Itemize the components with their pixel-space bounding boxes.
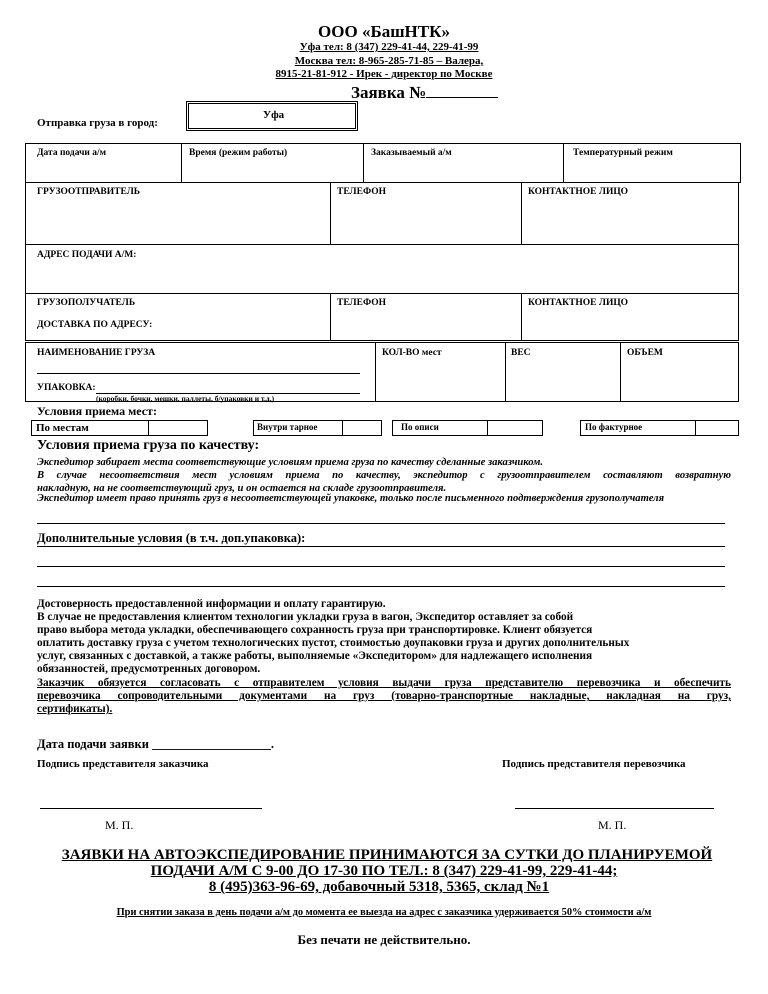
- additional-label: Дополнительные условия (в т.ч. доп.упаковка):: [37, 531, 306, 545]
- request-date-blank[interactable]: ___________________.: [152, 737, 274, 751]
- quality-line-3: накладную, на не соответствующий груз, и он остается на складе грузоотправителя.: [37, 483, 447, 494]
- stamp-notice: Без печати не действительно.: [297, 932, 471, 947]
- guarantee-u2: перевозчика сопроводительными документами на груз (товарно-транспортные накладные, накладная на груз,: [37, 690, 731, 702]
- form-title-text: Заявка №: [351, 83, 427, 102]
- packing-hint: (коробки, бочки, мешки, паллеты, б/упаковки и т.д.): [96, 394, 275, 403]
- guarantee-u3: сертификаты).: [37, 703, 113, 715]
- by-places-box[interactable]: [31, 420, 149, 436]
- inside-tare-check[interactable]: [342, 420, 382, 436]
- carrier-stamp: М. П.: [598, 818, 627, 832]
- cargo-name-line[interactable]: [37, 373, 360, 374]
- form-title: [351, 82, 498, 103]
- weight-cell[interactable]: ВЕС: [511, 348, 531, 358]
- guarantee-l6: обязанностей, предусмотренных договором.: [37, 663, 261, 675]
- carrier-sign-line[interactable]: [515, 808, 714, 809]
- ufa-phone: Уфа тел: 8 (347) 229-41-44, 229-41-99: [299, 41, 479, 53]
- guarantee-l4: оплатить доставку груза с учетом технологических пустот, стоимостью доупаковки груза и других дополнительных: [37, 637, 630, 649]
- carrier-sign-label: Подпись представителя перевозчика: [502, 758, 686, 770]
- guarantee-l5: услуг, связанных с доставкой, а также работы, выполняемые «Экспедитором» для надлежащего исполнения: [37, 650, 593, 662]
- cancel-notice: При снятии заказа в день подачи а/м до момента ее выезда на адрес с заказчика удерживается 50% стоимости а/м: [116, 907, 652, 918]
- by-invoice-label: По фактурное: [585, 422, 643, 432]
- quality-line-2: В случае несоответствия мест условиям приема по качеству, экспедитор с грузоотправителем составляют возвратную: [37, 470, 731, 481]
- send-city-field[interactable]: [186, 101, 358, 131]
- quality-heading: Условия приема груза по качеству:: [37, 438, 260, 453]
- packing-cell[interactable]: УПАКОВКА:: [37, 383, 96, 393]
- additional-line-1[interactable]: [37, 546, 725, 547]
- moscow-phone-1: Москва тел: 8-965-285-71-85 – Валера,: [294, 55, 484, 67]
- request-date-label: Дата подачи заявки: [37, 737, 149, 751]
- by-places-label: По местам: [36, 422, 89, 434]
- quality-line-1: Экспедитор забирает места соответствующие условиям приема груза по качеству сделанные заказчиком.: [37, 457, 544, 468]
- guarantee-l3: право выбора метода укладки, обеспечивающего сохранность груза при транспортировке. Клиент обязуется: [37, 624, 593, 636]
- date-cell[interactable]: Дата подачи а/м: [37, 148, 107, 158]
- customer-sign-label: Подпись представителя заказчика: [37, 758, 209, 770]
- by-places-check[interactable]: [148, 420, 208, 436]
- by-invoice-check[interactable]: [695, 420, 739, 436]
- inside-tare-label: Внутри тарное: [257, 422, 318, 432]
- by-invoice-box[interactable]: [580, 420, 696, 436]
- qty-cell[interactable]: КОЛ-ВО мест: [382, 348, 442, 358]
- temp-cell[interactable]: Температурный режим: [573, 148, 673, 158]
- footer-line-1: ЗАЯВКИ НА АВТОЭКСПЕДИРОВАНИЕ ПРИНИМАЮТСЯ ЗА СУТКИ ДО ПЛАНИРУЕМОЙ: [61, 847, 713, 863]
- send-city-value: Уфа: [263, 109, 285, 121]
- by-inventory-box[interactable]: [392, 420, 488, 436]
- receiver-contact-cell[interactable]: КОНТАКТНОЕ ЛИЦО: [528, 298, 628, 308]
- by-inventory-check[interactable]: [487, 420, 543, 436]
- shipper-phone-cell[interactable]: ТЕЛЕФОН: [337, 187, 387, 197]
- by-inventory-label: По описи: [401, 422, 439, 432]
- company-name: ООО «БашНТК»: [318, 22, 450, 41]
- footer-line-3: 8 (495)363-96-69, добавочный 5318, 5365, склад №1: [208, 879, 550, 895]
- inside-tare-box[interactable]: [253, 420, 343, 436]
- footer-line-2: ПОДАЧИ А/М С 9-00 ДО 17-30 ПО ТЕЛ.: 8 (347) 229-41-99, 229-41-44;: [150, 863, 618, 879]
- vehicle-cell[interactable]: Заказываемый а/м: [371, 148, 452, 158]
- acceptance-heading: Условия приема мест:: [37, 404, 157, 418]
- receiver-cell[interactable]: ГРУЗОПОЛУЧАТЕЛЬ: [37, 298, 136, 308]
- guarantee-l2: В случае не предоставления клиентом технологии укладки груза в вагон, Экспедитор оставляет за собой: [37, 611, 574, 623]
- quality-line-4: Экспедитор имеет право принять груз в несоответствующей упаковке, только после письменного подтверждения грузополучателя: [37, 493, 665, 504]
- customer-stamp: М. П.: [105, 818, 134, 832]
- cargo-name-cell[interactable]: НАИМЕНОВАНИЕ ГРУЗА: [37, 348, 156, 358]
- time-cell[interactable]: Время (режим работы): [189, 148, 288, 158]
- address-cell[interactable]: АДРЕС ПОДАЧИ А/М:: [37, 250, 137, 260]
- quality-blank-line[interactable]: [37, 523, 725, 524]
- moscow-phone-2: 8915-21-81-912 - Ирек - директор по Москве: [275, 68, 493, 80]
- additional-line-3[interactable]: [37, 586, 725, 587]
- guarantee-u1: Заказчик обязуется согласовать с отправителем условия выдачи груза представителю перевозчика и обеспечить: [37, 677, 731, 689]
- delivery-cell[interactable]: ДОСТАВКА ПО АДРЕСУ:: [37, 320, 153, 330]
- additional-line-2[interactable]: [37, 566, 725, 567]
- shipper-contact-cell[interactable]: КОНТАКТНОЕ ЛИЦО: [528, 187, 628, 197]
- guarantee-l1: Достоверность предоставленной информации и оплату гарантирую.: [37, 598, 386, 610]
- request-date: [37, 737, 274, 752]
- volume-cell[interactable]: ОБЪЕМ: [627, 348, 663, 358]
- shipper-cell[interactable]: ГРУЗООТПРАВИТЕЛЬ: [37, 187, 141, 197]
- receiver-phone-cell[interactable]: ТЕЛЕФОН: [337, 298, 387, 308]
- customer-sign-line[interactable]: [40, 808, 262, 809]
- form-number-blank[interactable]: [426, 82, 498, 98]
- send-city-label: Отправка груза в город:: [37, 117, 158, 129]
